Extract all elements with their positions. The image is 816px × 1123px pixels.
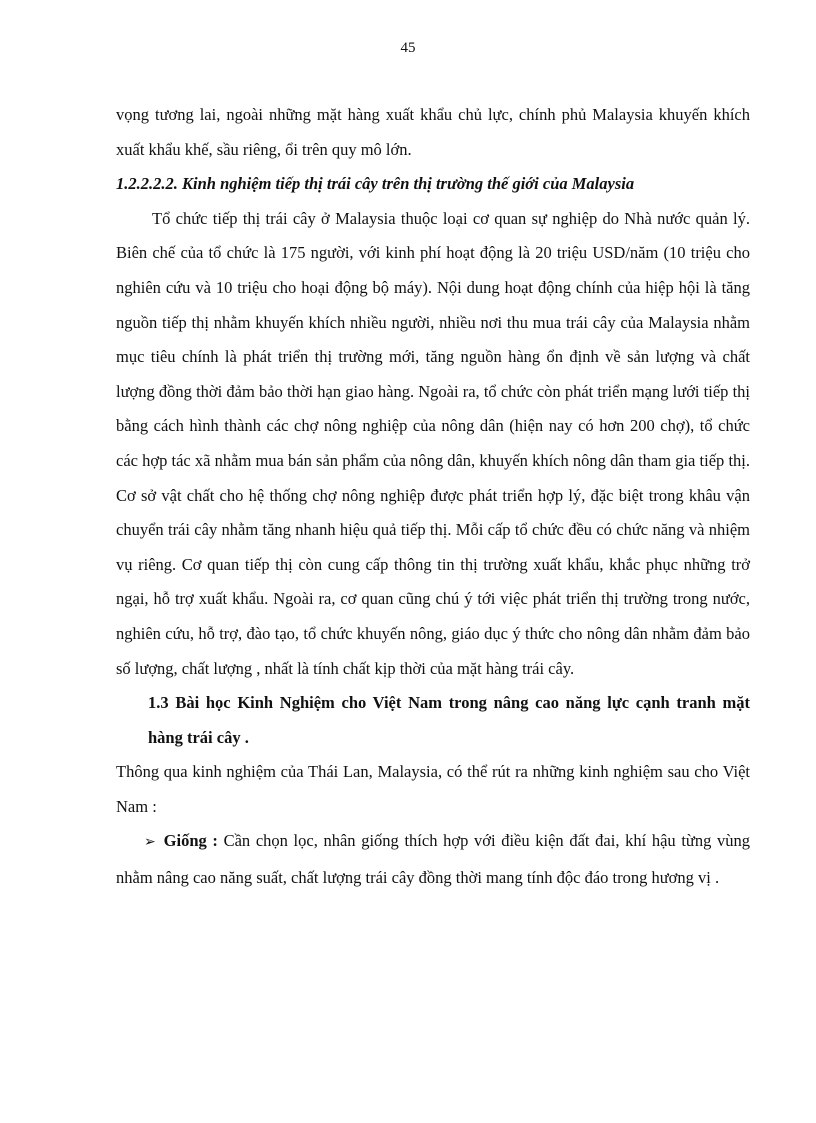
section-heading: 1.3 Bài học Kinh Nghiệm cho Việt Nam trong nâng cao năng lực cạnh tranh mặt hàng trái cây . <box>148 693 750 747</box>
paragraph-continuation: vọng tương lai, ngoài những mặt hàng xuất khẩu chủ lực, chính phủ Malaysia khuyến khích xuất khẩu khế, sầu riêng, ổi trên quy mô lớn. <box>116 105 750 159</box>
paragraph-marketing: Tổ chức tiếp thị trái cây ở Malaysia thuộc loại cơ quan sự nghiệp do Nhà nước quản lý. Biên chế của tổ chức là 175 người, với kinh phí hoạt động là 20 triệu USD/năm (10 triệu cho nghiên cứu và 10 triệu cho hoại động bộ máy). Nội dung hoạt động chính của hiệp hội là tăng nguồn tiếp thị nhằm khuyến khích nhiều người, nhiều nơi thu mua trái cây của Malaysia nhằm mục tiêu chính là phát triển thị trường mới, tăng nguồn hàng ổn định về sản lượng và chất lượng đồng thời đảm bảo thời hạn giao hàng. Ngoài ra, tổ chức còn phát triển mạng lưới tiếp thị bằng cách hình thành các chợ nông nghiệp của nông dân (hiện nay có hơn 200 chợ), tổ chức các hợp tác xã nhằm mua bán sản phẩm của nông dân, khuyến khích nông dân tham gia tiếp thị. Cơ sở vật chất cho hệ thống chợ nông nghiệp được phát triển hợp lý, đặc biệt trong khâu vận chuyển trái cây nhằm tăng nhanh hiệu quả tiếp thị. Mỗi cấp tổ chức đều có chức năng và nhiệm vụ riêng. Cơ quan tiếp thị còn cung cấp thông tin thị trường xuất khẩu, khắc phục những trở ngại, hỗ trợ xuất khẩu. Ngoài ra, cơ quan cũng chú ý tới việc phát triển thị trường trong nước, nghiên cứu, hỗ trợ, đào tạo, tổ chức khuyến nông, giáo dục ý thức cho nông dân nhằm đảm bảo số lượng, chất lượng , nhất là tính chất kịp thời của mặt hàng trái cây. <box>116 208 750 678</box>
paragraph-intro-lessons: Thông qua kinh nghiệm của Thái Lan, Malaysia, có thể rút ra những kinh nghiệm sau cho Việt Nam : <box>116 762 750 816</box>
bullet-label: Giống : <box>163 831 218 851</box>
document-body <box>116 98 750 896</box>
arrow-bullet-icon: ➢ <box>144 835 156 851</box>
page-number: 45 <box>400 40 416 56</box>
bullet-text: Cần chọn lọc, nhân giống thích hợp với điều kiện đất đai, khí hậu từng vùng nhằm nâng cao năng suất, chất lượng trái cây đồng thời mang tính độc đáo trong hương vị . <box>116 831 751 888</box>
bullet-item-giong <box>116 824 750 895</box>
subsection-heading: 1.2.2.2.2. Kinh nghiệm tiếp thị trái cây trên thị trường thế giới của Malaysia <box>116 174 635 194</box>
